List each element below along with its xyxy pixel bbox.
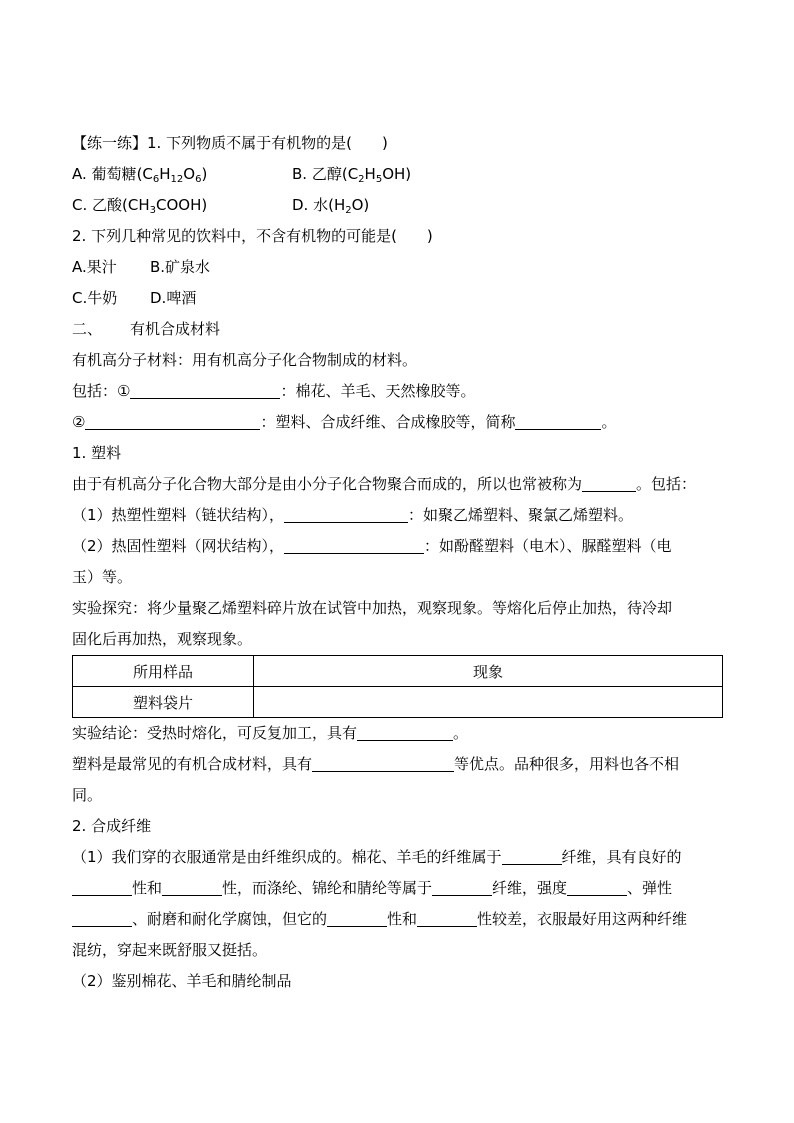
thermoplastic-line: （1）热塑性塑料（链状结构）， ：如聚乙烯塑料、聚氯乙烯塑料。 xyxy=(72,506,634,524)
table-row xyxy=(73,687,723,718)
answer-blank[interactable] xyxy=(357,724,453,741)
plastics-intro: 由于有机高分子化合物大部分是由小分子化合物聚合而成的，所以也常被称为 。包括： xyxy=(72,475,697,493)
option-d: D. 水$(H_2O)$ xyxy=(292,196,370,216)
option-d: D.啤酒 xyxy=(150,289,197,307)
question-1-options-cd xyxy=(72,190,724,221)
fibers-paragraph-4: 混纺，穿起来既舒服又挺括。 xyxy=(72,941,268,959)
section-number: 二、 xyxy=(72,320,103,338)
worksheet xyxy=(72,128,724,997)
table-header: 现象 xyxy=(254,656,723,687)
polymer-definition: 有机高分子材料：用有机高分子化合物制成的材料。 xyxy=(72,351,418,369)
fibers-paragraph-2: 性和 性，而涤纶、锦纶和腈纶等属于 纤维，强度 、弹性 xyxy=(72,873,724,904)
question-1 xyxy=(72,128,724,159)
section-title: 有机合成材料 xyxy=(130,320,221,338)
answer-blank[interactable] xyxy=(72,879,132,896)
answer-blank[interactable] xyxy=(417,910,477,927)
fibers-heading: 2. 合成纤维 xyxy=(72,817,152,835)
question-1-options-ab xyxy=(72,159,724,190)
section-heading xyxy=(72,314,724,345)
answer-blank[interactable] xyxy=(432,879,492,896)
experiment-text-1: 实验探究：将少量聚乙烯塑料碎片放在试管中加热，观察现象。等熔化后停止加热，待冷却 xyxy=(72,599,673,617)
answer-blank[interactable] xyxy=(284,506,408,523)
answer-blank[interactable] xyxy=(312,755,454,772)
answer-blank[interactable] xyxy=(567,879,627,896)
answer-blank[interactable] xyxy=(515,413,601,430)
practice-label: 【练一练】 xyxy=(72,134,148,152)
table-header: 所用样品 xyxy=(73,656,254,687)
answer-blank[interactable] xyxy=(162,879,222,896)
thermoset-line-cont: 玉）等。 xyxy=(72,568,133,586)
option-b: B. 乙醇$(C_2H_5OH)$ xyxy=(292,165,412,185)
option-a: A.果汁 xyxy=(72,258,117,276)
plastics-heading: 1. 塑料 xyxy=(72,444,122,462)
question-2-options-cd xyxy=(72,283,724,314)
option-b: B.矿泉水 xyxy=(150,258,211,276)
answer-blank[interactable] xyxy=(327,910,387,927)
table-header-row xyxy=(73,656,723,687)
table-cell-answer[interactable] xyxy=(254,687,723,718)
question-2: 2. 下列几种常见的饮料中，不含有机物的可能是( ) xyxy=(72,227,433,245)
thermoset-line: （2）热固性塑料（网状结构）， ：如酚醛塑料（电木）、脲醛塑料（电 xyxy=(72,537,672,555)
answer-blank[interactable] xyxy=(502,848,562,865)
answer-blank[interactable] xyxy=(582,475,636,492)
answer-blank[interactable] xyxy=(72,910,132,927)
option-c: C.牛奶 xyxy=(72,289,118,307)
polymer-include-1: 包括：① ：棉花、羊毛、天然橡胶等。 xyxy=(72,382,476,400)
advantage-line: 塑料是最常见的有机合成材料，具有 等优点。品种很多，用料也各不相 xyxy=(72,755,680,773)
conclusion-line: 实验结论：受热时熔化，可反复加工，具有 。 xyxy=(72,724,469,742)
fibers-paragraph-1: （1）我们穿的衣服通常是由纤维织成的。棉花、羊毛的纤维属于 纤维，具有良好的 xyxy=(72,848,682,866)
advantage-line-cont: 同。 xyxy=(72,786,103,804)
table-cell: 塑料袋片 xyxy=(73,687,254,718)
experiment-text-2: 固化后再加热，观察现象。 xyxy=(72,630,253,648)
option-a: A. 葡萄糖$(C_6H_{12}O_6)$ xyxy=(72,165,208,185)
question-2-options-ab xyxy=(72,252,724,283)
question-1-text: 1. 下列物质不属于有机物的是( ) xyxy=(147,134,388,152)
fibers-paragraph-3: 、耐磨和耐化学腐蚀，但它的 性和 性较差，衣服最好用这两种纤维 xyxy=(72,904,724,935)
observation-table xyxy=(72,655,723,718)
answer-blank[interactable] xyxy=(130,382,280,399)
option-c: C. 乙酸$(CH_3COOH)$ xyxy=(72,196,208,216)
answer-blank[interactable] xyxy=(85,413,260,430)
polymer-include-2: ② ：塑料、合成纤维、合成橡胶等，简称 。 xyxy=(72,413,617,431)
fibers-identify: （2）鉴别棉花、羊毛和腈纶制品 xyxy=(72,972,292,990)
answer-blank[interactable] xyxy=(284,537,424,554)
